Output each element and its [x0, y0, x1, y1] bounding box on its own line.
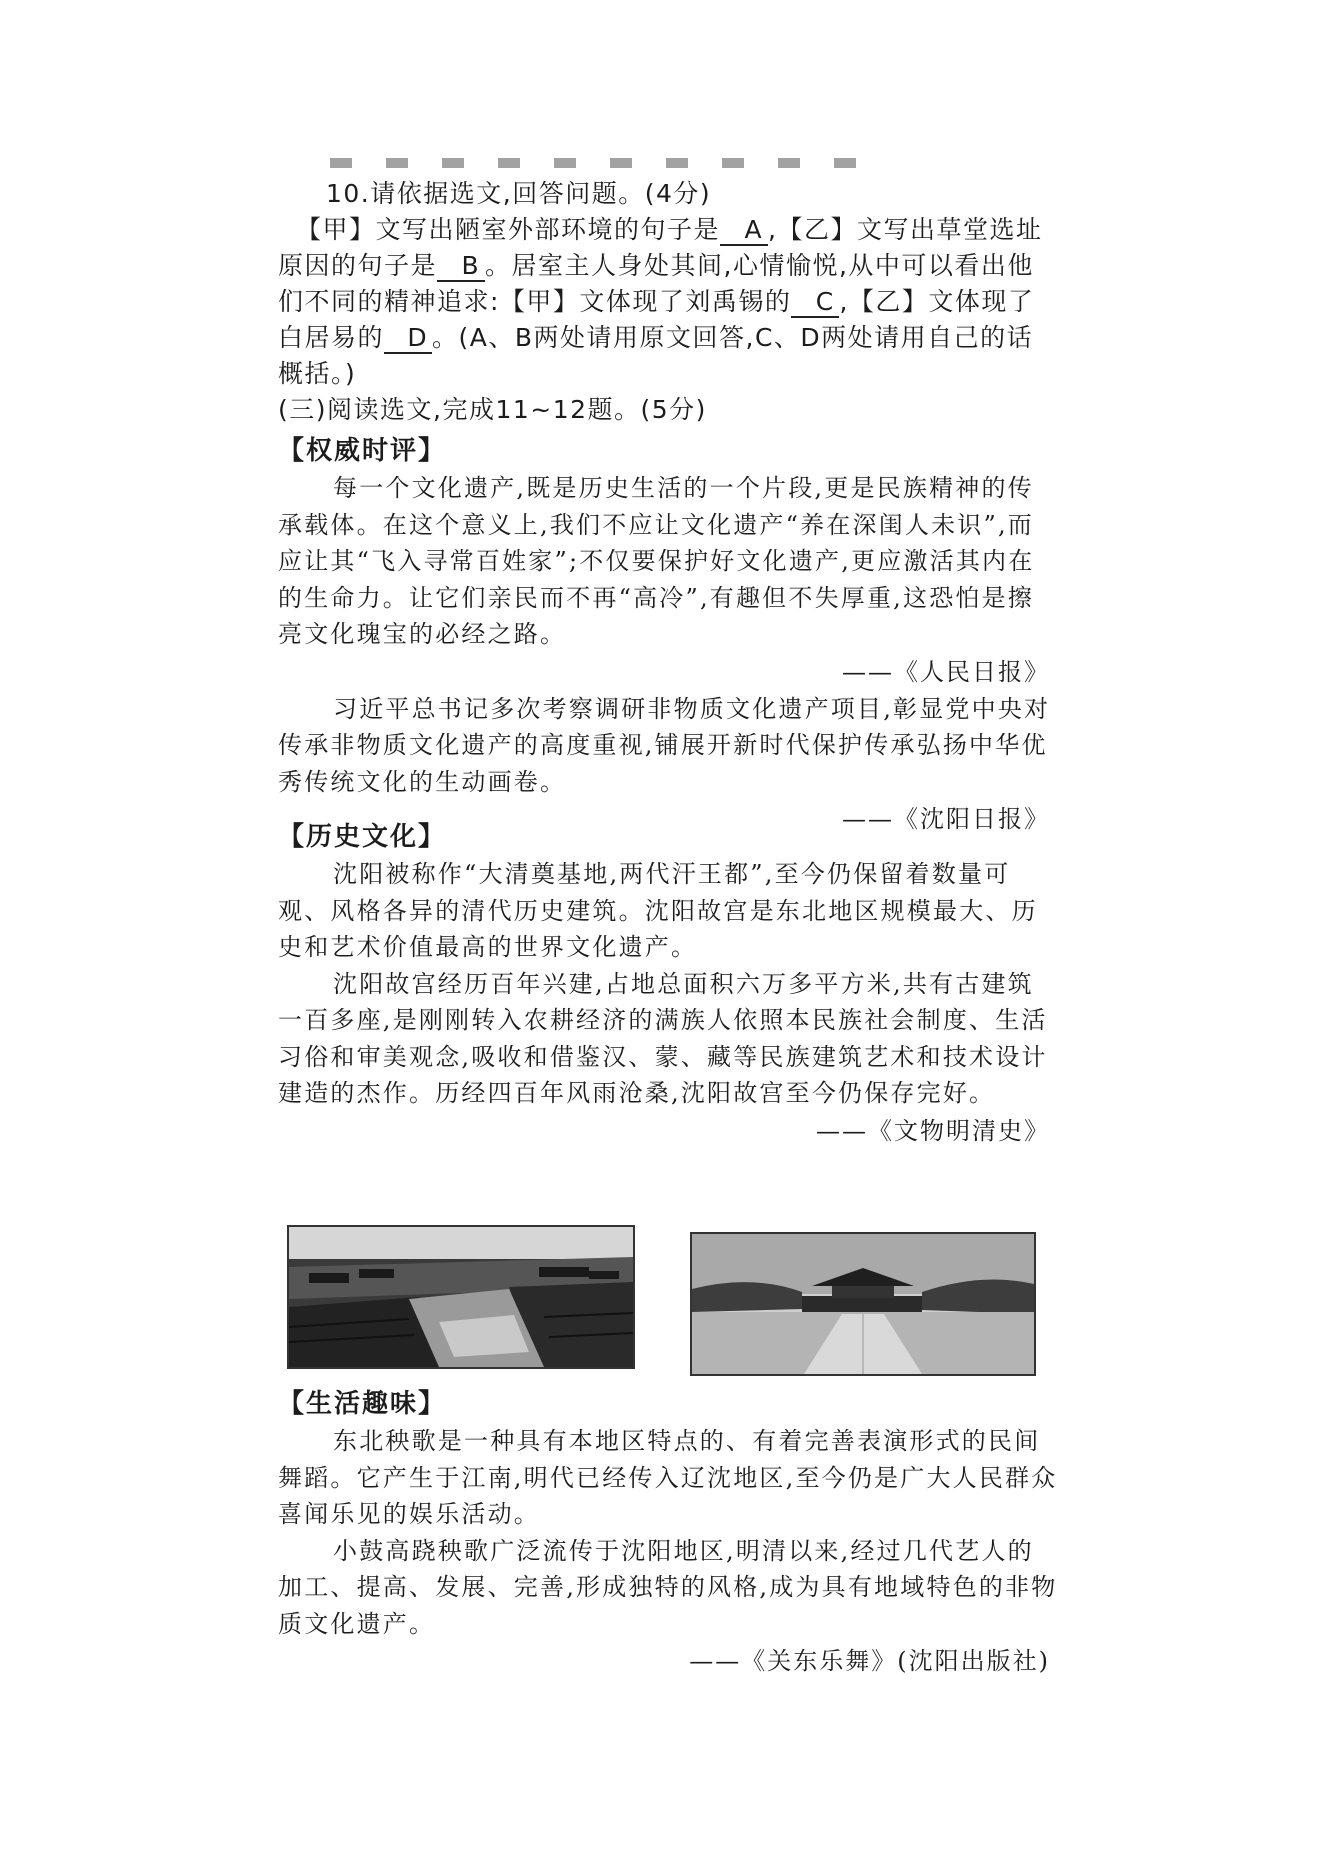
life-source: ——《关东乐舞》(沈阳出版社) — [689, 1647, 1050, 1675]
palace-hall-photo — [690, 1232, 1036, 1376]
life-heading: 【生活趣味】 — [278, 1389, 447, 1419]
authority-paragraph-2: 习近平总书记多次考察调研非物质文化遗产项目,彰显党中央对传承非物质文化遗产的高度重视,铺展开新时代保护传承弘扬中华优秀传统文化的生动画卷。 — [278, 694, 1051, 796]
history-section — [278, 818, 1058, 1150]
question-10-title: 10.请依据选文,回答问题。(4分) — [326, 179, 712, 208]
blank-b: B — [437, 252, 485, 282]
life-paragraph-1: 东北秧歌是一种具有本地区特点的、有着完善表演形式的民间舞蹈。它产生于江南,明代已经传入辽沈地区,至今仍是广大人民群众喜闻乐见的娱乐活动。 — [278, 1427, 1058, 1528]
palace-aerial-photo — [287, 1225, 635, 1369]
life-section — [278, 1385, 1058, 1680]
question-10-body: 【甲】文写出陋室外部环境的句子是 A ,【乙】文写出草堂选址原因的句子是 B 。居室主人身处其间,心情愉悦,从中可以看出他们不同的精神追求:【甲】文体现了刘禹锡的 C ,【乙】文体现了白居易的 D 。(A、B两处请用原文回答,C、D两处请用自己的话概括。) — [278, 215, 1043, 388]
authority-source-1: ——《人民日报》 — [842, 657, 1050, 686]
authority-paragraph-1: 每一个文化遗产,既是历史生活的一个片段,更是民族精神的传承载体。在这个意义上,我们不应让文化遗产“养在深闺人未识”,而应让其“飞入寻常百姓家”;不仅要保护好文化遗产,更应激活其内在的生命力。让它们亲民而不再“高冷”,有趣但不失厚重,这恐怕是擦亮文化瑰宝的必经之路。 — [278, 474, 1035, 648]
question-10 — [278, 176, 1058, 428]
history-paragraph-1: 沈阳被称作“大清奠基地,两代汗王都”,至今仍保留着数量可观、风格各异的清代历史建筑。沈阳故宫是东北地区规模最大、历史和艺术价值最高的世界文化遗产。 — [278, 860, 1038, 961]
cropped-text-line — [330, 158, 890, 168]
section-3-title: (三)阅读选文,完成11~12题。(5分) — [278, 395, 707, 424]
authority-heading: 【权威时评】 — [278, 436, 447, 466]
history-source: ——《文物明清史》 — [816, 1116, 1050, 1145]
blank-a: A — [720, 216, 768, 246]
blank-c: C — [791, 288, 839, 318]
authority-section — [278, 432, 1058, 838]
life-paragraph-2: 小鼓高跷秧歌广泛流传于沈阳地区,明清以来,经过几代艺人的加工、提高、发展、完善,形成独特的风格,成为具有地域特色的非物质文化遗产。 — [278, 1536, 1058, 1638]
authority-source-2: ——《沈阳日报》 — [842, 805, 1050, 833]
history-paragraph-2: 沈阳故宫经历百年兴建,占地总面积六万多平方米,共有古建筑一百多座,是刚刚转入农耕经济的满族人依照本民族社会制度、生活习俗和审美观念,吸收和借鉴汉、蒙、藏等民族建筑艺术和技术设计建造的杰作。历经四百年风雨沧桑,沈阳故宫至今仍保存完好。 — [278, 969, 1048, 1107]
blank-d: D — [384, 324, 432, 354]
history-heading: 【历史文化】 — [278, 822, 447, 852]
